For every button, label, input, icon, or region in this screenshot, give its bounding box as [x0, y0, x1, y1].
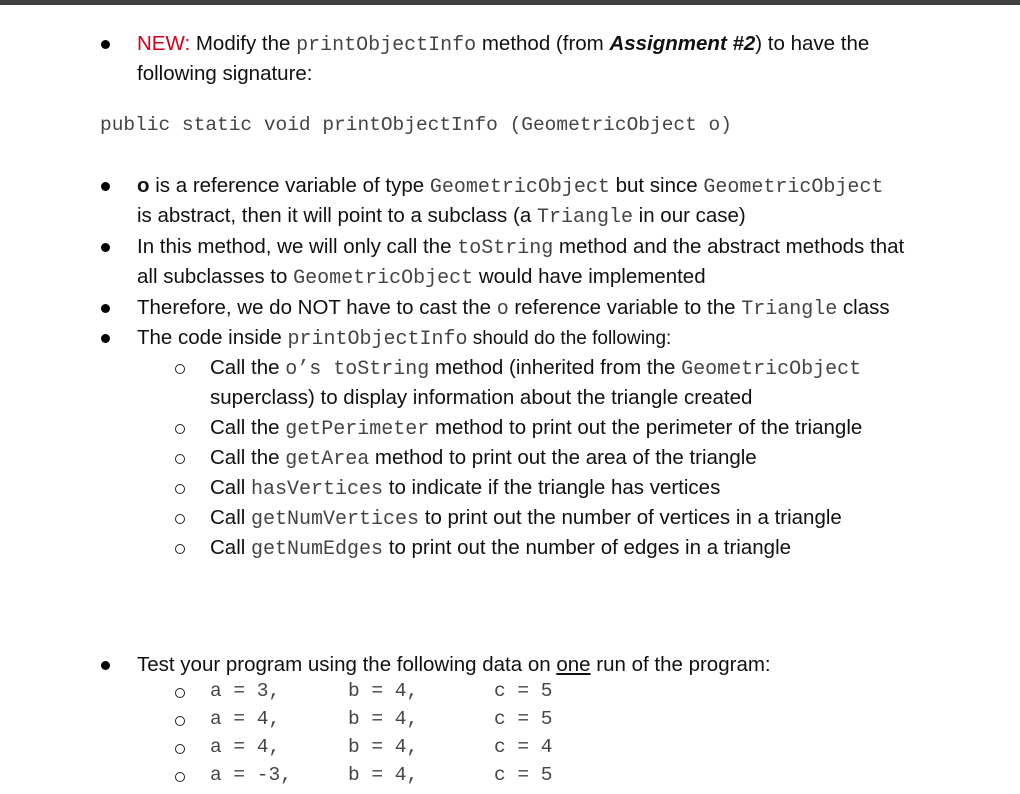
circle-bullet-icon: [175, 484, 185, 494]
code-o-tostring: o’s toString: [285, 358, 430, 381]
bullet-new-line1: [137, 29, 869, 61]
test-row: c = 4: [494, 736, 553, 758]
code-o: o: [496, 298, 509, 321]
code-printobjectinfo: printObjectInfo: [287, 328, 468, 351]
code-getarea: getArea: [285, 448, 370, 471]
sub-item-tostring-line1: [210, 353, 861, 385]
code-geometricobject: GeometricObject: [681, 358, 862, 381]
sub-item-getnumedges: [210, 533, 791, 565]
text: Call the: [210, 446, 286, 469]
test-row: a = -3,: [210, 764, 292, 786]
bullet-icon: [101, 304, 110, 313]
code-getnumvertices: getNumVertices: [251, 508, 420, 531]
bullet-icon: [101, 243, 110, 252]
text: should do the following:: [467, 328, 672, 349]
text: Call the: [210, 356, 286, 379]
test-row: a = 4,: [210, 708, 281, 730]
code-geometricobject: GeometricObject: [293, 267, 474, 290]
text: In this method, we will only call the: [137, 235, 458, 258]
bullet-reference-line2: [137, 201, 746, 233]
text: Modify the: [190, 32, 297, 55]
text: Call: [210, 536, 252, 559]
code-triangle: Triangle: [536, 206, 633, 229]
underlined-one: one: [556, 653, 591, 676]
text: method to print out the area of the triangle: [369, 446, 757, 469]
top-border: [0, 0, 1020, 5]
test-row: b = 4,: [348, 680, 419, 702]
bullet-code-inside-line: [137, 323, 671, 355]
test-row: a = 3,: [210, 680, 281, 702]
bullet-icon: [101, 661, 110, 670]
text: Call the: [210, 416, 286, 439]
bullet-icon: [101, 182, 110, 191]
circle-bullet-icon: [175, 688, 185, 698]
circle-bullet-icon: [175, 716, 185, 726]
text: The code inside: [137, 326, 288, 349]
text: would have implemented: [473, 265, 706, 288]
code-triangle: Triangle: [741, 298, 838, 321]
text: method to print out the perimeter of the triangle: [429, 416, 863, 439]
sub-item-hasvertices: [210, 473, 720, 505]
code-getperimeter: getPerimeter: [285, 418, 430, 441]
circle-bullet-icon: [175, 744, 185, 754]
code-geometricobject: GeometricObject: [429, 176, 610, 199]
bullet-method-line1: [137, 232, 904, 264]
text: reference variable to the: [508, 296, 742, 319]
text: Therefore, we do NOT have to cast the: [137, 296, 497, 319]
bullet-method-line2: [137, 262, 706, 294]
code-printobjectinfo: printObjectInfo: [296, 34, 477, 57]
sub-item-getnumvertices: [210, 503, 842, 535]
text: Test your program using the following data on: [137, 653, 557, 676]
text: ) to have the: [755, 32, 870, 55]
test-row: c = 5: [494, 680, 553, 702]
text: but since: [609, 174, 704, 197]
text: is a reference variable of type: [149, 174, 430, 197]
text: method and the abstract methods that: [553, 235, 905, 258]
circle-bullet-icon: [175, 454, 185, 464]
param-o: o: [137, 174, 150, 197]
test-row: b = 4,: [348, 708, 419, 730]
code-geometricobject: GeometricObject: [703, 176, 884, 199]
bullet-icon: [101, 334, 110, 343]
text: run of the program:: [590, 653, 771, 676]
code-tostring: toString: [457, 237, 554, 260]
test-row: a = 4,: [210, 736, 281, 758]
circle-bullet-icon: [175, 364, 185, 374]
sub-item-tostring-line2: superclass) to display information about the triangle created: [210, 386, 753, 409]
assignment-ref: Assignment #2: [609, 32, 756, 55]
text: to print out the number of edges in a triangle: [383, 536, 792, 559]
circle-bullet-icon: [175, 424, 185, 434]
bullet-reference-line1: [137, 171, 883, 203]
circle-bullet-icon: [175, 772, 185, 782]
code-hasvertices: hasVertices: [251, 478, 384, 501]
sub-item-getarea: [210, 443, 757, 475]
text: is abstract, then it will point to a subclass (a: [137, 204, 537, 227]
test-row: b = 4,: [348, 764, 419, 786]
circle-bullet-icon: [175, 544, 185, 554]
text: method (from: [476, 32, 610, 55]
bullet-test-line: [137, 650, 771, 680]
bullet-new-line2: following signature:: [137, 62, 313, 85]
text: class: [837, 296, 890, 319]
sub-item-getperimeter: [210, 413, 862, 445]
text: in our case): [632, 204, 746, 227]
circle-bullet-icon: [175, 514, 185, 524]
code-getnumedges: getNumEdges: [251, 538, 384, 561]
test-row: c = 5: [494, 708, 553, 730]
text: to print out the number of vertices in a triangle: [419, 506, 842, 529]
bullet-cast-line: [137, 293, 890, 325]
test-row: b = 4,: [348, 736, 419, 758]
text: Call: [210, 506, 252, 529]
new-label: NEW:: [137, 32, 191, 55]
text: all subclasses to: [137, 265, 294, 288]
text: to indicate if the triangle has vertices: [383, 476, 721, 499]
text: Call: [210, 476, 252, 499]
test-row: c = 5: [494, 764, 553, 786]
bullet-icon: [101, 40, 110, 49]
method-signature: public static void printObjectInfo (GeometricObject o): [100, 114, 732, 136]
text: method (inherited from the: [429, 356, 682, 379]
